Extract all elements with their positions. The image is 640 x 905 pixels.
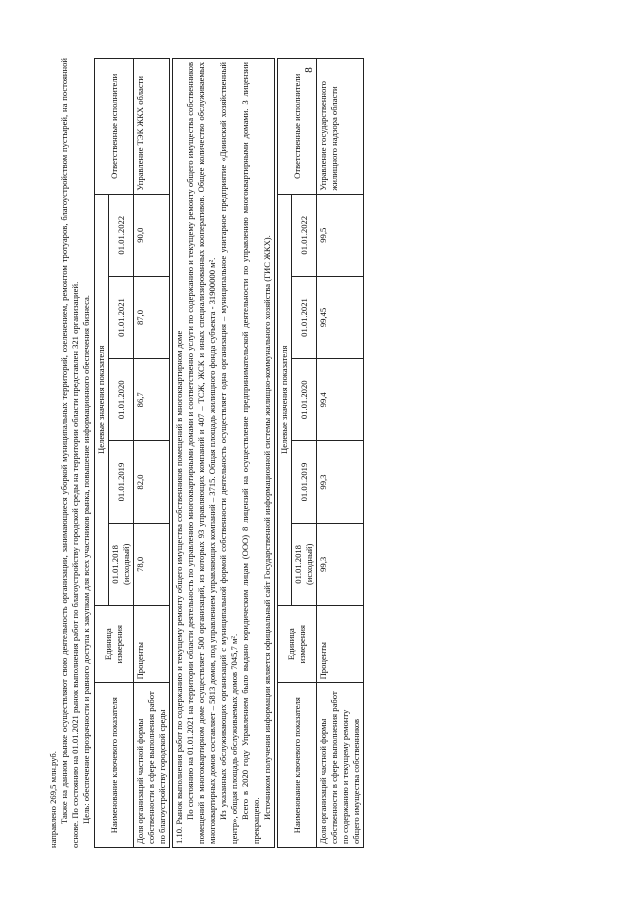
indicator-name: Доля организаций частной формы собственности в сфере выполнения работ по содержанию и текущему ремонту общего имущества собственников (317, 683, 364, 848)
section-paragraph-4: Источником получения информации является официальный сайт Государственной информационной системы жилищно-коммунального хозяйства (ГИС ЖКХ). (262, 235, 272, 820)
section-paragraph-3: Всего в 2020 году Управлением было выдано юридическим лицам (ООО) 8 лицензий на осуществление предпринимательской деятельности по управлению многоквартирными домами. 3 лицензии прекращено. (240, 62, 261, 844)
rotated-page-content (48, 58, 618, 848)
header-year: 01.01.2019 (109, 441, 134, 523)
header-year: 01.01.2022 (292, 194, 317, 276)
indicator-value: 99,5 (317, 194, 364, 276)
indicator-responsible: Управление ТЭК ЖКХ области (134, 59, 170, 195)
indicator-responsible: Управление государственного жилищного надзора области (317, 59, 364, 195)
intro-line: направлено 269,5 млн.руб. (48, 751, 58, 848)
indicator-value: 99,3 (317, 441, 364, 523)
section-1-10 (172, 58, 275, 848)
header-unit: Единица измерения (278, 605, 317, 682)
header-year: 01.01.2022 (109, 194, 134, 276)
header-year: 01.01.2021 (292, 276, 317, 358)
header-targets: Целевые значения показателя (278, 194, 292, 605)
header-year: 01.01.2020 (109, 359, 134, 441)
indicator-unit: Проценты (134, 605, 170, 682)
header-year: 01.01.2021 (109, 276, 134, 358)
header-unit: Единица измерения (95, 605, 134, 682)
table-row (134, 59, 170, 848)
indicator-name: Доля организаций частной формы собственности в сфере выполнения работ по благоустройству городской среды (134, 683, 170, 848)
indicator-value: 78,0 (134, 523, 170, 605)
intro-paragraph-2: Цель: обеспечение прозрачности и равного доступа к закупкам для всех участников рынка, повышение информационного обеспечения бизнеса. (81, 295, 91, 824)
indicator-value: 87,0 (134, 276, 170, 358)
section-title: 1.10. Рынок выполнения работ по содержанию и текущему ремонту общего имущества собственников помещений в многоквартирном доме (174, 330, 184, 844)
intro-paragraph-1: Также на данном рынке осуществляют свою деятельность организации, занимающиеся уборкой муниципальных территорий, озеленением, ремонтом тротуаров, благоустройством пустырей, на постоянной основе. По состоянию на 01.01.2021 рынок выполнения работ по благоустройству городской среды на территории области представлен 321 организацией. (59, 58, 80, 848)
header-year: 01.01.2019 (292, 441, 317, 523)
indicator-table-1 (94, 58, 170, 848)
indicator-value: 86,7 (134, 359, 170, 441)
indicator-value: 90,0 (134, 194, 170, 276)
table-row (317, 59, 364, 848)
header-name: Наименование ключевого показателя (278, 683, 317, 848)
header-year: 01.01.2018 (исходный) (292, 523, 317, 605)
section-paragraph-1: По состоянию на 01.01.2021 на территории области деятельность по управлению многоквартирными домами и соответственно услуги по содержанию и текущему ремонту общего имущества собственников помещений в многоквартирном доме осуществляет 500 организаций, из которых 93 управляющих компаний и 407 – ТСЖ, ЖСК и иных специализированных кооперативов. Общее количество обслуживаемых многоквартирных домов составляет – 5813 домов, под управлением управляющих компаний – 3715. Общая площадь жилищного фонда субъекта - 31900000 м². (185, 62, 217, 844)
page-number: 8 (302, 67, 315, 73)
header-year: 01.01.2018 (исходный) (109, 523, 134, 605)
header-year: 01.01.2020 (292, 359, 317, 441)
header-name: Наименование ключевого показателя (95, 683, 134, 848)
header-responsible: Ответственные исполнители (278, 59, 317, 195)
indicator-table-2 (277, 58, 364, 848)
header-targets: Целевые значения показателя (95, 194, 109, 605)
indicator-unit: Проценты (317, 605, 364, 682)
indicator-value: 82,0 (134, 441, 170, 523)
indicator-value: 99,4 (317, 359, 364, 441)
indicator-value: 99,45 (317, 276, 364, 358)
indicator-value: 99,3 (317, 523, 364, 605)
section-paragraph-2: Из указанных обслуживающих организаций с муниципальной формой собственности деятельность осуществляет одна организация – муниципальное унитарное предприятие «Диинский хозяйственный центр», общая площадь обслуживаемых домов 7045,7 м². (218, 62, 239, 844)
header-responsible: Ответственные исполнители (95, 59, 134, 195)
